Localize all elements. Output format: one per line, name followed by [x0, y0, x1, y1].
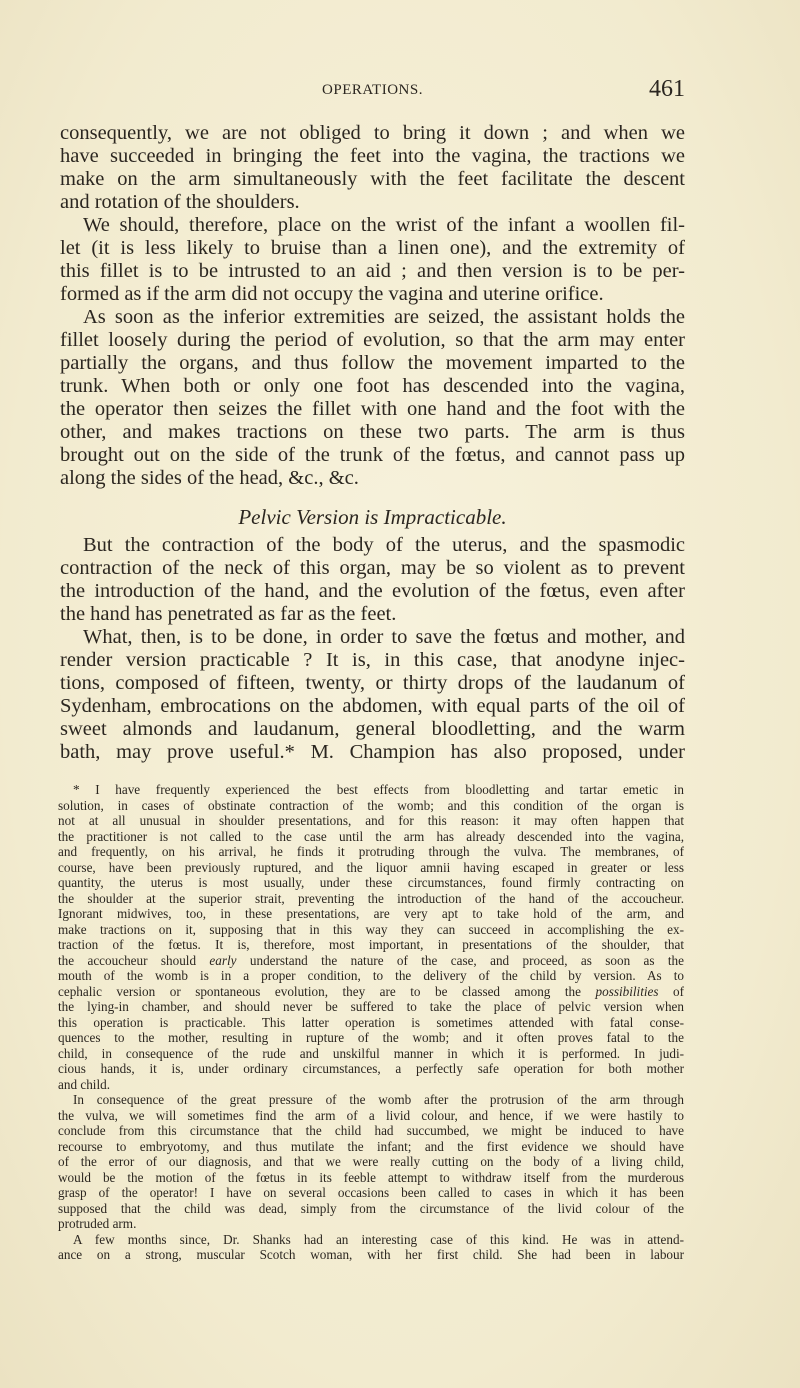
- text-line: the accoucheur should early understand the nature of the case, and proceed, as soon as the: [58, 952, 684, 968]
- paragraph: [60, 122, 685, 214]
- text-line: What, then, is to be done, in order to save the fœtus and mother, and: [83, 625, 685, 648]
- text-line: bath, may prove useful.* M. Champion has also proposed, under: [60, 740, 685, 763]
- page-header: [60, 78, 685, 102]
- text-line: let (it is less likely to bruise than a linen one), and the extremity of: [60, 236, 685, 259]
- text-line: partially the organs, and thus follow the movement imparted to the: [60, 351, 685, 374]
- text-line: grasp of the operator! I have on several occasions been called to cases in which it has been: [58, 1185, 684, 1200]
- text-line: supposed that the child was dead, simply from the circumstance of the livid colour of the: [58, 1200, 684, 1216]
- text-line: A few months since, Dr. Shanks had an interesting case of this kind. He was in attend-: [73, 1231, 684, 1247]
- page-number: 461: [649, 76, 685, 102]
- paragraphs-after-heading: [60, 534, 685, 764]
- text-line: of the error of our diagnosis, and that we were really cutting on the body of a living child,: [58, 1154, 684, 1169]
- text-line: the hand has penetrated as far as the feet.: [60, 602, 397, 625]
- text-line: conclude from this circumstance that the child had succumbed, we might be induced to have: [58, 1123, 684, 1138]
- text-line: Ignorant midwives, too, in these presentations, are very apt to take hold of the arm, and: [58, 906, 684, 921]
- text-line: contraction of the neck of this organ, may be so violent as to prevent: [60, 556, 685, 579]
- text-line: quences to the mother, resulting in rupture of the womb; and it often proves fatal to the: [58, 1030, 684, 1045]
- text-line: render version practicable ? It is, in this case, that anodyne injec-: [60, 648, 685, 671]
- text-line: * I have frequently experienced the best effects from bloodletting and tartar emetic in: [73, 782, 684, 797]
- text-line: not at all unusual in shoulder presentations, and for this reason: it may often happen that: [58, 813, 684, 828]
- text-line: quantity, the uterus is most usually, under these circumstances, found firmly contracting on: [58, 875, 684, 890]
- text-line: the introduction of the hand, and the evolution of the fœtus, even after: [60, 579, 685, 602]
- text-line: make tractions on it, supposing that in this way they can succeed in accomplishing the ex-: [58, 921, 684, 937]
- text-line: solution, in cases of obstinate contraction of the womb; and this condition of the organ is: [58, 797, 684, 813]
- text-line: brought out on the side of the trunk of the fœtus, and cannot pass up: [60, 443, 685, 466]
- text-line: tions, composed of fifteen, twenty, or thirty drops of the laudanum of: [60, 671, 685, 694]
- text-line: this fillet is to be intrusted to an aid ; and then version is to be per-: [60, 259, 685, 282]
- text-line: the practitioner is not called to the case until the arm has already descended into the vagina,: [58, 828, 684, 844]
- text-line: child, in consequence of the rude and unskilful manner in which it is performed. In judi-: [58, 1045, 684, 1061]
- text-line: and rotation of the shoulders.: [60, 190, 300, 213]
- text-line: and child.: [58, 1076, 111, 1092]
- text-line: and frequently, on his arrival, he finds it protruding through the vulva. The membranes, of: [58, 844, 684, 859]
- paragraph: [58, 1232, 684, 1263]
- text-line: make on the arm simultaneously with the feet facilitate the descent: [60, 167, 685, 190]
- paragraph: [58, 1092, 684, 1232]
- text-line: consequently, we are not obliged to bring it down ; and when we: [60, 121, 685, 144]
- text-line: formed as if the arm did not occupy the vagina and uterine orifice.: [60, 282, 604, 305]
- paragraphs-before-heading: [60, 122, 685, 490]
- text-line: this operation is practicable. This latter operation is sometimes attended with fatal conse-: [58, 1014, 684, 1030]
- text-line: protruded arm.: [58, 1216, 137, 1231]
- text-line: Sydenham, embrocations on the abdomen, with equal parts of the oil of: [60, 694, 685, 717]
- footnote: [58, 782, 684, 1263]
- text-line: other, and makes tractions on these two parts. The arm is thus: [60, 420, 685, 443]
- paragraph: [60, 306, 685, 490]
- paragraph: [60, 534, 685, 626]
- text-line: In consequence of the great pressure of the womb after the protrusion of the arm through: [73, 1092, 684, 1107]
- text-line: ance on a strong, muscular Scotch woman, with her first child. She had been in labour: [58, 1247, 684, 1262]
- text-line: have succeeded in bringing the feet into the vagina, the tractions we: [60, 144, 685, 167]
- text-line: the shoulder at the superior strait, preventing the introduction of the hand of the accoucheur.: [58, 890, 684, 906]
- text-line: We should, therefore, place on the wrist of the infant a woollen fil-: [83, 213, 685, 236]
- text-line: the lying-in chamber, and should never be suffered to take the place of pelvic version when: [58, 999, 684, 1014]
- text-line: trunk. When both or only one foot has descended into the vagina,: [60, 374, 685, 397]
- text-line: recourse to embryotomy, and thus mutilate the infant; and the first evidence we should have: [58, 1138, 684, 1154]
- text-line: cious hands, it is, under ordinary circumstances, a perfectly safe operation for both mother: [58, 1061, 684, 1076]
- running-title: OPERATIONS.: [322, 82, 423, 98]
- paragraph: [60, 626, 685, 764]
- section-heading: Pelvic Version is Impracticable.: [238, 504, 507, 529]
- paragraph: [58, 782, 684, 1092]
- text-line: the operator then seizes the fillet with one hand and the foot with the: [60, 397, 685, 420]
- text-line: But the contraction of the body of the uterus, and the spasmodic: [83, 533, 685, 556]
- paragraph: [60, 214, 685, 306]
- text-line: would be the motion of the fœtus in its feeble attempt to withdraw itself from the murderous: [58, 1169, 684, 1185]
- text-line: sweet almonds and laudanum, general bloodletting, and the warm: [60, 717, 685, 740]
- text-line: fillet loosely during the period of evolution, so that the arm may enter: [60, 328, 685, 351]
- text-line: cephalic version or spontaneous evolution, they are to be classed among the possibilities of: [58, 983, 684, 999]
- text-line: course, have been previously ruptured, and the liquor amnii having escaped in greater or less: [58, 859, 684, 875]
- text-line: mouth of the womb is in a proper condition, to the delivery of the child by version. As to: [58, 968, 684, 983]
- main-text: [60, 122, 685, 764]
- text-line: As soon as the inferior extremities are seized, the assistant holds the: [83, 305, 685, 328]
- text-line: traction of the fœtus. It is, therefore, most important, in presentations of the shoulder, that: [58, 937, 684, 952]
- text-line: along the sides of the head, &c., &c.: [60, 466, 359, 489]
- text-line: the vulva, we will sometimes find the arm of a livid colour, and hence, if we were hastily to: [58, 1107, 684, 1123]
